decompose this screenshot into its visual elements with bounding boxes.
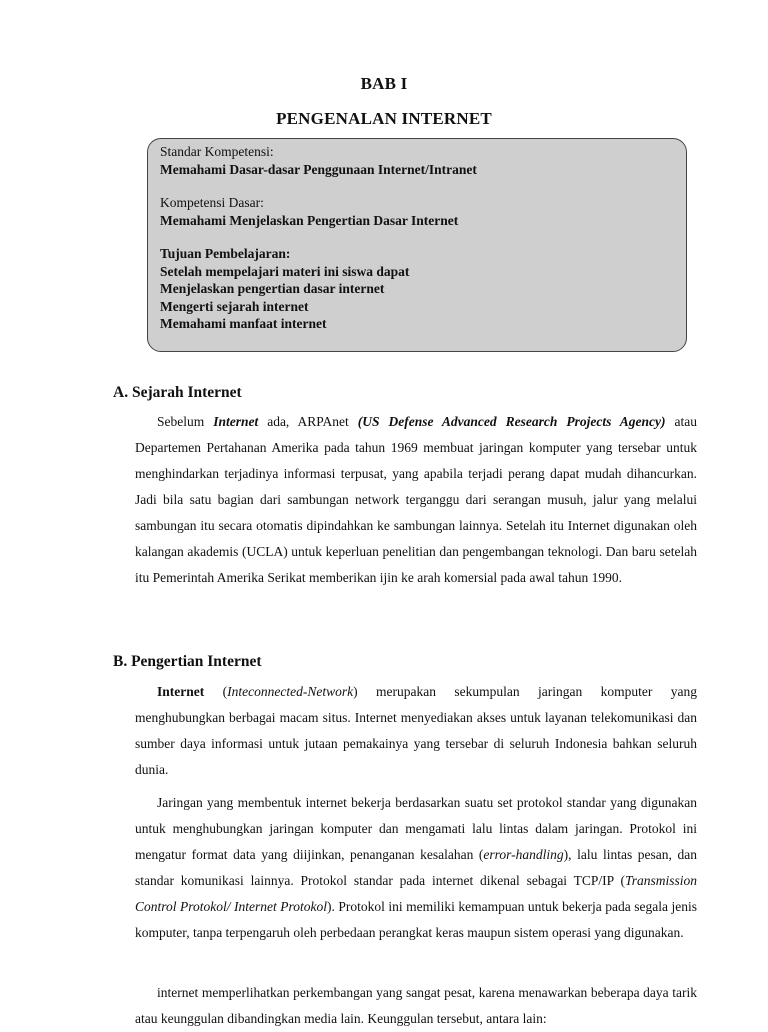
- sk-value: Memahami Dasar-dasar Penggunaan Internet/Intranet: [160, 161, 477, 177]
- text-span: ) merupakan sekumpulan jaringan komputer yang menghubungkan berbagai macam situs. Internet menyediakan akses untuk layanan telekomunikasi dan sumber daya informasi untuk jutaan pemakainya yang tersebar di seluruh Indonesia bahkan seluruh dunia.: [135, 684, 698, 777]
- tp-item: Setelah mempelajari materi ini siswa dapat: [160, 263, 410, 279]
- internet-term: Internet: [157, 684, 205, 699]
- section-b-heading: B. Pengertian Internet: [113, 653, 262, 670]
- text-span: internet memperlihatkan perkembangan yang sangat pesat, karena menawarkan beberapa daya tarik atau keunggulan dibandingkan media lain. Keunggulan tersebut, antara lain:: [135, 985, 697, 1026]
- text-span: ada, ARPAnet: [258, 414, 358, 429]
- text-span: Jaringan yang membentuk internet bekerja berdasarkan suatu set protokol standar yang digunakan untuk menghubungkan jaringan komputer dan mengamati lalu lintas dalam jaringan. Protokol ini mengatur format data yang diijinkan, penanganan kesalahan (: [135, 795, 697, 862]
- chapter-number: BAB I: [360, 74, 408, 93]
- sk-label: Standar Kompetensi:: [160, 144, 274, 159]
- arpa-expansion: (US Defense Advanced Research Projects Agency): [357, 414, 666, 429]
- text-span: ), lalu lintas pesan, dan standar komunikasi lainnya. Protokol standar pada internet dikenal sebagai TCP/IP (: [135, 847, 698, 888]
- section-b-paragraph-2: [135, 790, 697, 946]
- text-span: Sebelum: [157, 414, 214, 429]
- competency-box: [147, 138, 687, 352]
- tp-item: Mengerti sejarah internet: [160, 298, 309, 314]
- tp-item: Menjelaskan pengertian dasar internet: [160, 281, 385, 296]
- kd-value: Memahami Menjelaskan Pengertian Dasar Internet: [160, 212, 459, 228]
- tp-item: Memahami manfaat internet: [160, 316, 327, 331]
- section-a-paragraph: [135, 409, 697, 591]
- text-span: ). Protokol ini memiliki kemampuan untuk bekerja pada segala jenis komputer, tanpa terpengaruh oleh perbedaan perangkat keras maupun sistem operasi yang digunakan.: [135, 899, 697, 940]
- error-handling-term: error-handling: [483, 847, 564, 862]
- internet-expansion: Inteconnected-Network: [227, 684, 354, 699]
- kd-label: Kompetensi Dasar:: [160, 195, 264, 210]
- tp-label: Tujuan Pembelajaran:: [160, 246, 291, 261]
- chapter-title: PENGENALAN INTERNET: [276, 109, 492, 128]
- section-b-paragraph-1: [135, 679, 697, 783]
- tcp-ip-expansion: Transmission Control Protokol/ Internet Protokol: [135, 873, 697, 914]
- text-span: atau Departemen Pertahanan Amerika pada tahun 1969 membuat jaringan komputer yang tersebar untuk menghindarkan terjadinya informasi terpusat, yang apabila terjadi perang dapat mudah dihancurkan. Jadi bila satu bagian dari sambungan network terganggu dari serangan musuh, jalur yang melalui sambungan itu secara otomatis dipindahkan ke sambungan lainnya. Setelah itu Internet digunakan oleh kalangan akademis (UCLA) untuk keperluan penelitian dan pengembangan teknologi. Dan baru setelah itu Pemerintah Amerika Serikat memberikan ijin ke arah komersial pada awal tahun 1990.: [135, 414, 697, 585]
- internet-term: Internet: [213, 414, 259, 429]
- section-b-paragraph-3: [135, 980, 697, 1032]
- text-span: (: [204, 684, 228, 699]
- section-a-heading: A. Sejarah Internet: [113, 384, 242, 401]
